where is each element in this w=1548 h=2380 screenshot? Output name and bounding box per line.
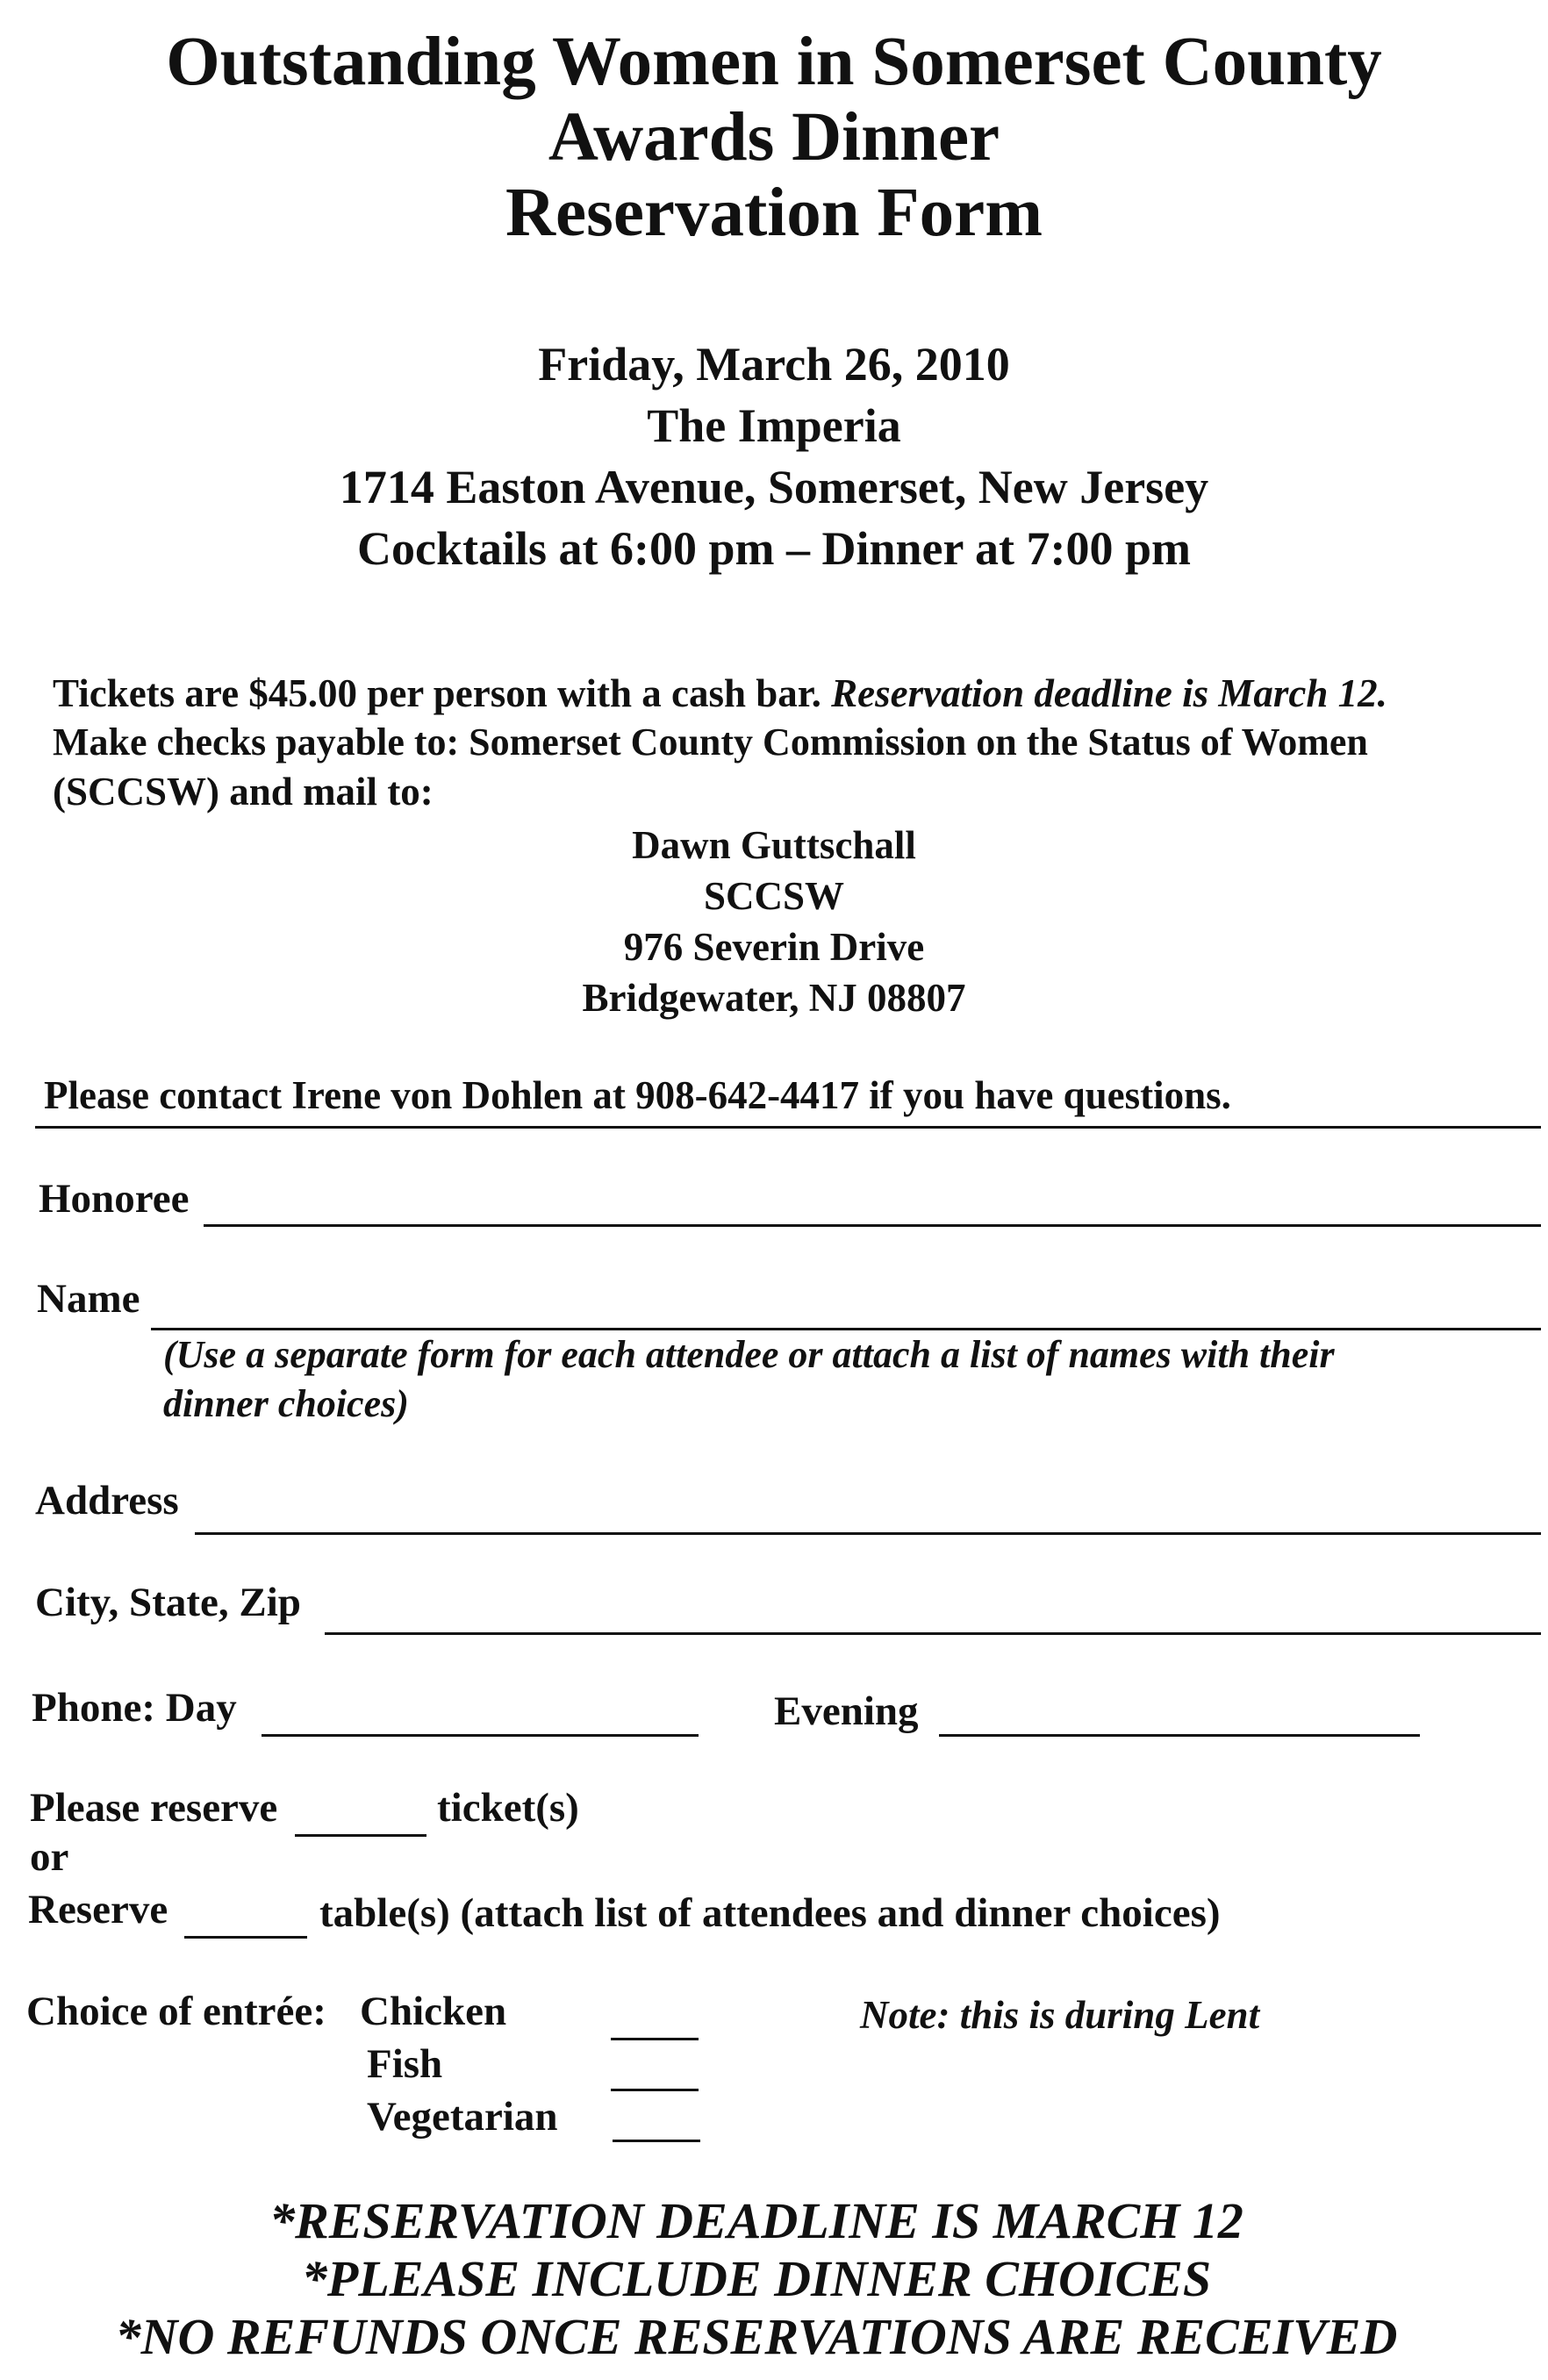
phone-day-field[interactable]: [262, 1734, 699, 1737]
address-field[interactable]: [195, 1532, 1541, 1535]
phone-day-label: Phone: Day: [32, 1685, 237, 1731]
entree-label: Choice of entrée:: [26, 1989, 326, 2034]
title-line-1: Outstanding Women in Somerset County: [166, 24, 1382, 100]
mail-org: SCCSW: [703, 874, 845, 918]
event-date: Friday, March 26, 2010: [538, 338, 1010, 391]
entree-fish: Fish: [367, 2041, 443, 2087]
reserve-tables-label: Reserve: [28, 1887, 168, 1932]
or-label: or: [30, 1834, 69, 1880]
address-label: Address: [35, 1478, 179, 1523]
title-line-2: Awards Dinner: [548, 99, 1000, 176]
name-note-line-2: dinner choices): [163, 1382, 409, 1425]
event-times: Cocktails at 6:00 pm – Dinner at 7:00 pm: [357, 522, 1191, 575]
ticket-price: Tickets are $45.00 per person with a cash bar.: [53, 671, 821, 715]
contact-rule: [35, 1126, 1541, 1129]
deadline-note: Reservation deadline is March 12.: [831, 671, 1387, 715]
chicken-count-field[interactable]: [611, 2038, 699, 2040]
form-title: [0, 25, 1548, 251]
footer-deadline: *RESERVATION DEADLINE IS MARCH 12: [269, 2192, 1243, 2249]
mailing-address: [0, 820, 1548, 1023]
vegetarian-count-field[interactable]: [613, 2140, 700, 2142]
ticket-info: [53, 669, 1527, 816]
honoree-field[interactable]: [204, 1224, 1541, 1227]
footer-dinner-choices: *PLEASE INCLUDE DINNER CHOICES: [301, 2250, 1212, 2307]
phone-evening-field[interactable]: [939, 1734, 1420, 1737]
event-address: 1714 Easton Avenue, Somerset, New Jersey: [339, 461, 1209, 513]
entree-vegetarian: Vegetarian: [367, 2094, 558, 2140]
honoree-label: Honoree: [39, 1176, 190, 1222]
footer-notices: [0, 2192, 1530, 2366]
title-line-3: Reservation Form: [505, 175, 1043, 251]
event-details: [0, 333, 1548, 579]
tables-suffix: table(s) (attach list of attendees and dinner choices): [319, 1890, 1221, 1936]
name-label: Name: [37, 1276, 140, 1322]
name-note: [163, 1330, 1532, 1429]
table-count-field[interactable]: [184, 1936, 307, 1939]
mail-city: Bridgewater, NJ 08807: [582, 976, 966, 1020]
reserve-tickets-label: Please reserve: [30, 1785, 278, 1831]
mail-name: Dawn Guttschall: [632, 823, 916, 867]
event-venue: The Imperia: [647, 399, 901, 452]
lent-note: Note: this is during Lent: [860, 1993, 1260, 2037]
checks-line-2: (SCCSW) and mail to:: [53, 770, 434, 814]
phone-evening-label: Evening: [774, 1688, 919, 1734]
checks-line-1: Make checks payable to: Somerset County Commission on the Status of Women: [53, 720, 1368, 763]
tickets-suffix: ticket(s): [437, 1785, 579, 1831]
entree-chicken: Chicken: [360, 1989, 507, 2034]
city-state-zip-field[interactable]: [325, 1632, 1541, 1635]
fish-count-field[interactable]: [611, 2089, 699, 2091]
city-state-zip-label: City, State, Zip: [35, 1580, 301, 1625]
footer-no-refunds: *NO REFUNDS ONCE RESERVATIONS ARE RECEIVED: [115, 2308, 1398, 2365]
contact-line: Please contact Irene von Dohlen at 908-642-4417 if you have questions.: [44, 1073, 1231, 1117]
mail-street: 976 Severin Drive: [623, 925, 925, 969]
name-note-line-1: (Use a separate form for each attendee or attach a list of names with their: [163, 1333, 1335, 1376]
ticket-count-field[interactable]: [295, 1834, 426, 1837]
